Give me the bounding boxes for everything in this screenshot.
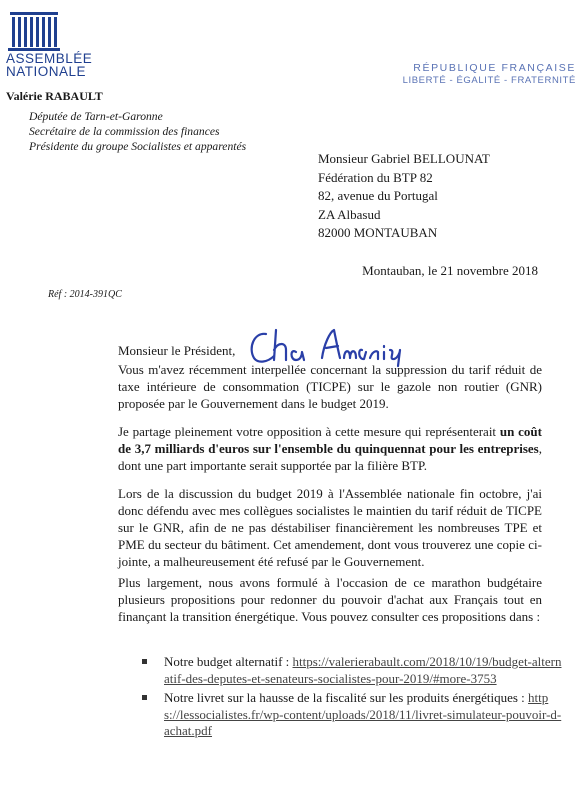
recipient-line: 82000 MONTAUBAN	[318, 225, 438, 241]
recipient-line: ZA Albasud	[318, 206, 381, 222]
sender-title: Secrétaire de la commission des finances	[29, 125, 220, 138]
list-item	[142, 654, 562, 687]
logo-line-2: NATIONALE	[6, 64, 87, 79]
sender-title: Présidente du groupe Socialistes et apparentés	[29, 140, 247, 153]
paragraph-2	[118, 424, 542, 475]
reference: Réf : 2014-391QC	[48, 289, 122, 300]
budget-alternatif-link[interactable]: https://valerierabault.com/2018/10/19/budget-alternatif-des-deputes-et-senateurs-socialistes-pour-2019/#more-3753	[164, 654, 562, 686]
bullet-icon	[142, 659, 147, 664]
logo-line-1: ASSEMBLÉE	[6, 51, 93, 66]
assemblee-nationale-logo	[6, 10, 93, 79]
recipient-line: Fédération du BTP 82	[318, 169, 433, 185]
paragraph-2-start: Je partage pleinement votre opposition à cette mesure qui représenterait	[118, 424, 500, 439]
proposals-list	[142, 654, 562, 743]
recipient-line: 82, avenue du Portugal	[318, 188, 438, 204]
paragraph-3: Lors de la discussion du budget 2019 à l'Assemblée nationale fin octobre, j'ai donc défendu avec mes collègues socialistes le maintien du tarif réduit de TICPE sur le GNR, afin de ne pas déstabiliser financièrement les nombreuses TPE et PME du secteur du bâtiment. Cet amendement, dont vous trouverez une copie ci-jointe, a malheureusement été refusé par le Gouvernement.	[118, 486, 542, 569]
paragraph-2-end: , dont une part importante serait supportée par la filière BTP.	[118, 440, 542, 473]
recipient-line: Monsieur Gabriel BELLOUNAT	[318, 151, 490, 166]
list-item	[142, 690, 562, 740]
bullet-label: Notre budget alternatif :	[164, 654, 293, 669]
salutation: Monsieur le Président,	[118, 343, 236, 358]
republique-header	[403, 62, 576, 86]
paragraph-2-bold: un coût de 3,7 milliards d'euros sur l'ensemble du quinquennat pour les entreprises	[118, 424, 542, 456]
sender-name: Valérie RABAULT	[6, 89, 103, 103]
paragraph-1: Vous m'avez récemment interpellée concernant la suppression du tarif réduit de taxe intérieure de consommation (TICPE) sur le gazole non routier (GNR) proposée par le Gouvernement dans le budget 2019.	[118, 362, 542, 411]
republique-francaise: RÉPUBLIQUE FRANÇAISE	[413, 62, 576, 74]
bullet-icon	[142, 695, 147, 700]
devise: LIBERTÉ - ÉGALITÉ - FRATERNITÉ	[402, 75, 576, 86]
hemicycle-icon	[6, 10, 62, 52]
recipient-address	[318, 150, 490, 243]
letter-date: Montauban, le 21 novembre 2018	[362, 263, 538, 278]
sender-titles	[29, 109, 246, 154]
livret-link[interactable]: https://lessocialistes.fr/wp-content/uploads/2018/11/livret-simulateur-pouvoir-d-achat.pdf	[164, 690, 562, 738]
bullet-label: Notre livret sur la hausse de la fiscalité sur les produits énergétiques :	[164, 690, 529, 705]
paragraph-4: Plus largement, nous avons formulé à l'occasion de ce marathon budgétaire plusieurs propositions pour redonner du pouvoir d'achat aux Français tout en finançant la transition énergétique. Vous pouvez consulter ces propositions dans :	[118, 575, 542, 624]
sender-title: Députée de Tarn-et-Garonne	[29, 110, 163, 123]
